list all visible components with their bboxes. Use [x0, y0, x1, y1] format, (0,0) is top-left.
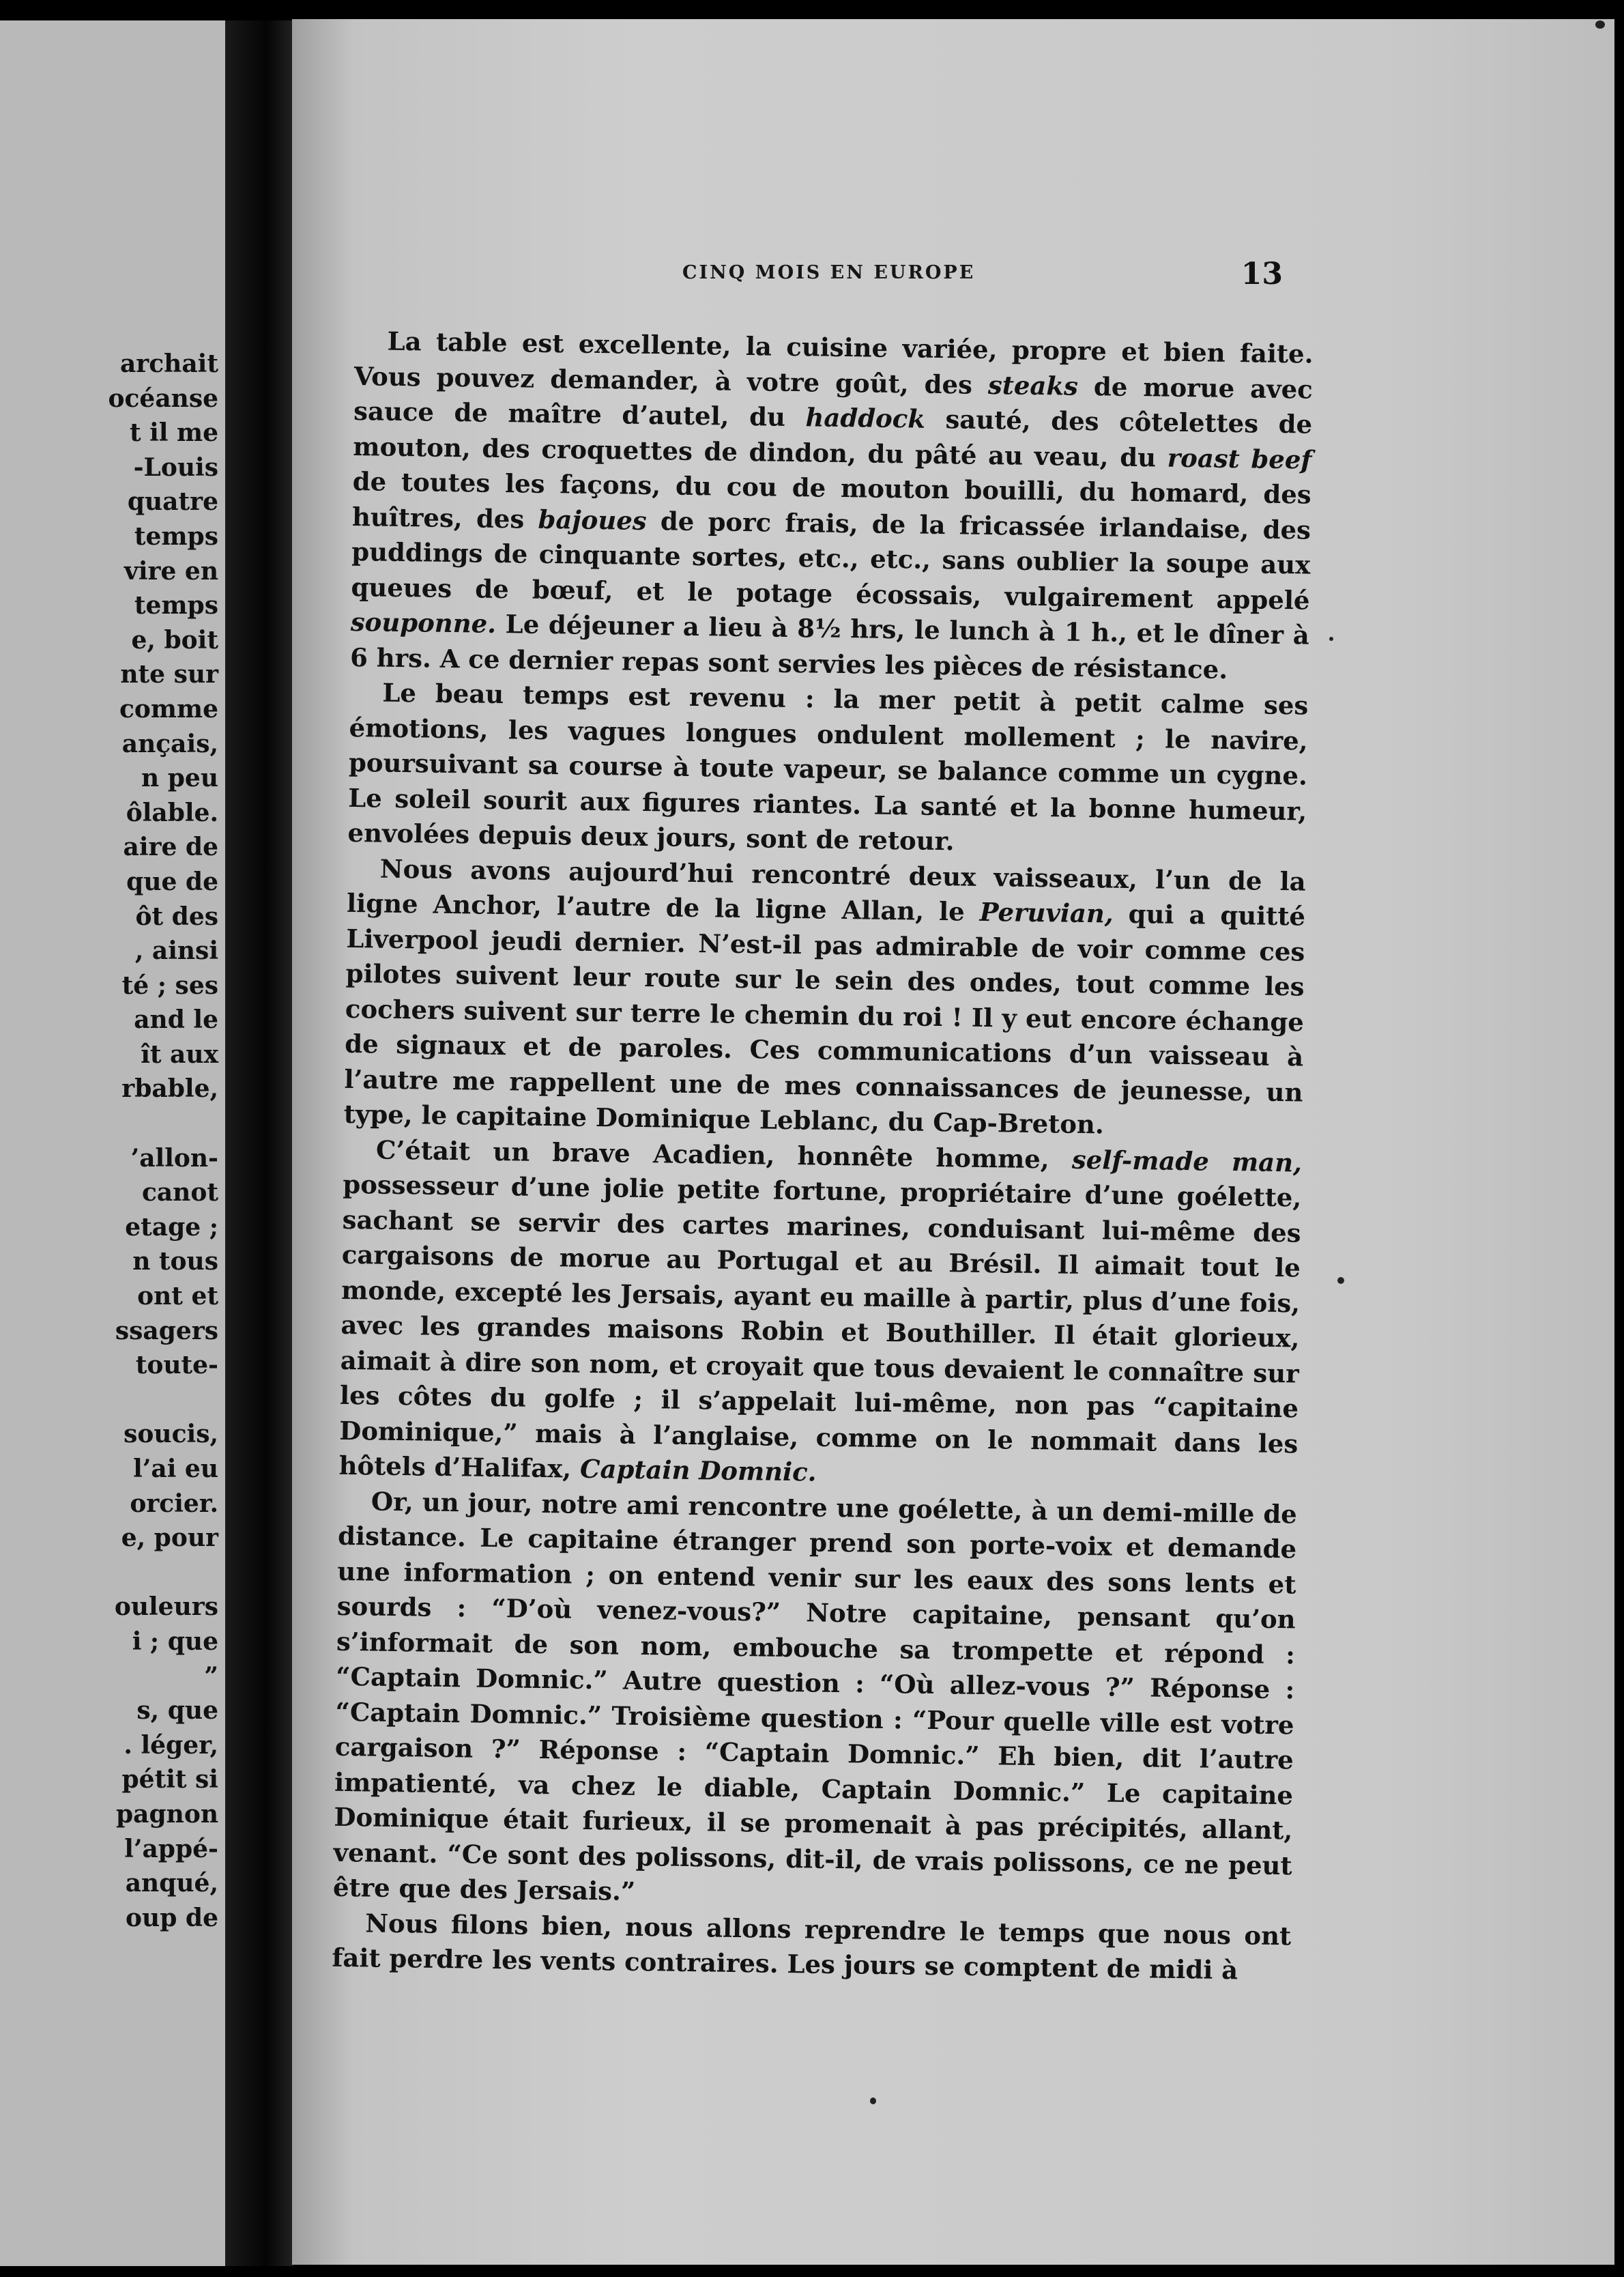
facing-line: ît aux [141, 1040, 218, 1069]
facing-line: t il me [129, 418, 218, 448]
facing-line: etage ; [125, 1212, 218, 1242]
facing-line: ouleurs [114, 1592, 218, 1622]
facing-line: and le [134, 1005, 218, 1035]
facing-page [0, 20, 225, 2266]
page-speck [1329, 637, 1333, 641]
page-number: 13 [1241, 257, 1283, 291]
facing-line: orcier. [130, 1489, 218, 1518]
facing-line: ” [204, 1661, 218, 1691]
facing-line: vire en [124, 556, 218, 586]
page-speck [870, 2097, 876, 2104]
facing-line: s, que [136, 1696, 218, 1725]
facing-line: -Louis [133, 453, 218, 482]
facing-line: i ; que [132, 1627, 218, 1656]
facing-line: n tous [132, 1247, 218, 1276]
facing-line: pétit si [121, 1765, 218, 1794]
facing-line: oup de [126, 1903, 218, 1932]
facing-line: pagnon [115, 1799, 218, 1829]
facing-line: aire de [123, 833, 218, 862]
facing-line: ôt des [135, 902, 218, 931]
facing-line: l’ai eu [133, 1455, 218, 1483]
facing-line: temps [134, 521, 218, 551]
facing-line: toute- [135, 1351, 218, 1380]
facing-line: , ainsi [134, 936, 218, 966]
facing-line: n peu [141, 764, 218, 793]
facing-line: archait [119, 349, 218, 378]
facing-line: soucis, [124, 1420, 218, 1449]
facing-line: ançais, [121, 729, 218, 758]
paragraph: C’était un brave Acadien, honnête homme, self-made man, possesseur d’une jolie petite fortune, propriétaire d’une goélette, sachant se servir des cartes marines, conduisant lui-même des cargaisons de morue au Portugal et au Brésil. Il aimait tout le monde, excepté les Jersais, ayant eu maille à partir, plus d’une fois, avec les grandes maisons Robin et Bouthiller. Il était glorieux, aimait à dire son nom, et croyait que tous devaient le connaître sur les côtes du golfe ; il s’appelait lui-même, non pas “capitaine Dominique,” mais à l’anglaise, comme on le nommait dans les hôtels d’Halifax, Captain Domnic. [338, 1134, 1303, 1487]
page-speck [1337, 1277, 1344, 1284]
facing-line: ’allon- [130, 1143, 218, 1173]
facing-line: temps [134, 591, 218, 620]
facing-line: té ; ses [121, 971, 218, 1000]
paragraph: Le beau temps est revenu : la mer petit à petit calme ses émotions, les vagues longues ondulent mollement ; le navire, poursuivant sa course à toute vapeur, se balance comme un cygne. Le soleil sourit aux figures riantes. La santé et la bonne humeur, envolées depuis deux jours, sont de retour. [347, 677, 1309, 857]
facing-line: ôlable. [126, 798, 218, 827]
facing-line: e, pour [121, 1523, 218, 1553]
facing-page-text [0, 347, 218, 1935]
running-title: CINQ MOIS EN EUROPE [682, 262, 976, 283]
facing-line: quatre [127, 487, 218, 517]
running-head [389, 257, 1283, 298]
facing-line: rbable, [121, 1074, 218, 1104]
book-gutter [225, 20, 293, 2266]
facing-line: canot [141, 1178, 218, 1207]
facing-line: comme [119, 694, 218, 724]
facing-line: ssagers [115, 1316, 218, 1345]
facing-line: ont et [137, 1282, 218, 1311]
page-speck [1595, 20, 1605, 29]
facing-line: que de [126, 867, 218, 896]
body-text [332, 324, 1314, 1989]
facing-line: l’appé- [124, 1834, 218, 1863]
facing-line [0, 1556, 218, 1590]
facing-line: anqué, [125, 1869, 218, 1898]
facing-line [0, 1106, 218, 1141]
paragraph: La table est excellente, la cuisine variée, propre et bien faite. Vous pouvez demander, à votre goût, des steaks de morue avec sauce de maître d’autel, du haddock sauté, des côtelettes de mouton, des croquettes de dindon, du pâté au veau, du roast beef de toutes les façons, du cou de mouton bouilli, du homard, des huîtres, des bajoues de porc frais, de la fricassée irlandaise, des puddings de cinquante sortes, etc., etc., sans oublier la soupe aux queues de bœuf, et le potage écossais, vulgairement appelé souponne. Le déjeuner a lieu à 8½ hrs, le lunch à 1 h., et le dîner à 6 hrs. A ce dernier repas sont servies les pièces de résistance. [349, 326, 1314, 685]
paragraph: Or, un jour, notre ami rencontre une goélette, à un demi-mille de distance. Le capitaine étranger prend son porte-voix et demande une information ; on entend venir sur les eaux des sons lents et sourds : “D’où venez-vous?” Notre capitaine, pensant qu’on s’informait de son nom, embouche sa trompette et répond : “Captain Domnic.” Autre question : “Où allez-vous ?” Réponse : “Captain Domnic.” Troisième question : “Pour quelle ville est votre cargaison ?” Réponse : “Captain Domnic.” Eh bien, dit l’autre impatienté, va chez le diable, Captain Domnic.” Le capitaine Dominique était furieux, il se promenait à pas précipités, allant, venant. “Ce sont des polissons, dit-il, de vrais polissons, ce ne peut être que des Jersais.” [332, 1486, 1298, 1906]
paragraph: Nous filons bien, nous allons reprendre le temps que nous ont fait perdre les vents contraires. Les jours se comptent de midi à [332, 1907, 1292, 1986]
paragraph: Nous avons aujourd’hui rencontré deux vaisseaux, l’un de la ligne Anchor, l’autre de la ligne Allan, le Peruvian, qui a quitté Liverpool jeudi dernier. N’est-il pas admirable de voir comme ces pilotes suivent leur route sur le sein des ondes, tout comme les cochers suivent sur terre le chemin du roi ! Il y eut encore échange de signaux et de paroles. Ces communications d’un vaisseau à l’autre me rappellent une de mes connaissances de jeunesse, un type, le capitaine Dominique Leblanc, du Cap-Breton. [343, 853, 1307, 1140]
facing-line: . léger, [124, 1730, 218, 1760]
facing-line [0, 1383, 218, 1418]
facing-line: nte sur [120, 660, 218, 689]
facing-line: océanse [108, 384, 218, 413]
facing-line: e, boit [131, 625, 218, 655]
